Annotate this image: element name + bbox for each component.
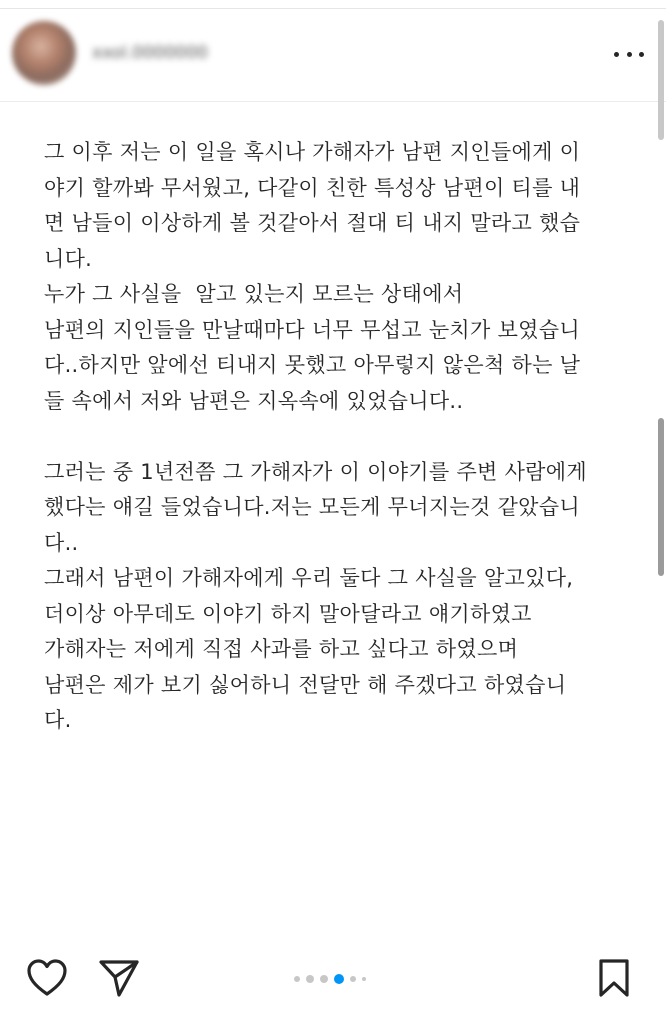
more-horizontal-icon-dot [627, 52, 632, 57]
text-line: 누가 그 사실을 알고 있는지 모르는 상태에서 [44, 282, 464, 306]
save-button[interactable] [596, 958, 632, 1002]
text-line: 다..하지만 앞에선 티내지 못했고 아무렇지 않은척 하는 날 [44, 353, 581, 377]
scrollbar-upper[interactable] [658, 20, 664, 140]
post-text [44, 135, 634, 739]
carousel-dot [320, 975, 328, 983]
post-header [0, 9, 666, 102]
text-line: 니다. [44, 246, 93, 271]
share-button[interactable] [98, 958, 140, 1002]
text-line: 남편의 지인들을 만날때마다 너무 무섭고 눈치가 보였습니 [44, 317, 580, 342]
username[interactable]: xxol.0000000 [92, 43, 208, 63]
more-horizontal-icon [614, 52, 619, 57]
carousel-dot [350, 976, 356, 982]
text-line: 다.. [44, 530, 79, 555]
more-options-button[interactable] [614, 47, 644, 61]
text-line: 더이상 아무데도 이야기 하지 말아달라고 얘기하였고 [44, 601, 532, 626]
post-action-bar [0, 950, 666, 1006]
send-icon [98, 958, 140, 998]
text-line: 그래서 남편이 가해자에게 우리 둘다 그 사실을 알고있다, [44, 566, 574, 590]
text-line: 들 속에서 저와 남편은 지옥속에 있었습니다.. [44, 388, 464, 413]
scrollbar-thumb[interactable] [658, 418, 664, 576]
avatar[interactable] [12, 21, 76, 85]
text-line: 그 이후 저는 이 일을 혹시나 가해자가 남편 지인들에게 이 [44, 140, 581, 164]
bookmark-icon [596, 958, 632, 998]
blank-line [44, 419, 634, 455]
text-line: 그러는 중 1년전쯤 그 가해자가 이 이야기를 주변 사람에게 [44, 459, 587, 484]
more-horizontal-icon-dot [639, 52, 644, 57]
like-button[interactable] [26, 958, 68, 1002]
heart-icon [26, 958, 68, 998]
carousel-indicator [294, 974, 366, 984]
carousel-dot [362, 977, 366, 981]
carousel-dot-active [334, 974, 344, 984]
text-line: 했다는 얘길 들었습니다.저는 모든게 무너지는것 같았습니 [44, 495, 580, 519]
text-line: 면 남들이 이상하게 볼 것같아서 절대 티 내지 말라고 했습 [44, 211, 581, 235]
text-line: 가해자는 저에게 직접 사과를 하고 싶다고 하였으며 [44, 637, 519, 661]
carousel-dot [294, 976, 300, 982]
text-line: 야기 할까봐 무서웠고, 다같이 친한 특성상 남편이 티를 내 [44, 175, 581, 200]
text-line: 다. [44, 708, 72, 732]
text-line: 남편은 제가 보기 싫어하니 전달만 해 주겠다고 하였습니 [44, 672, 567, 697]
carousel-dot [306, 975, 314, 983]
